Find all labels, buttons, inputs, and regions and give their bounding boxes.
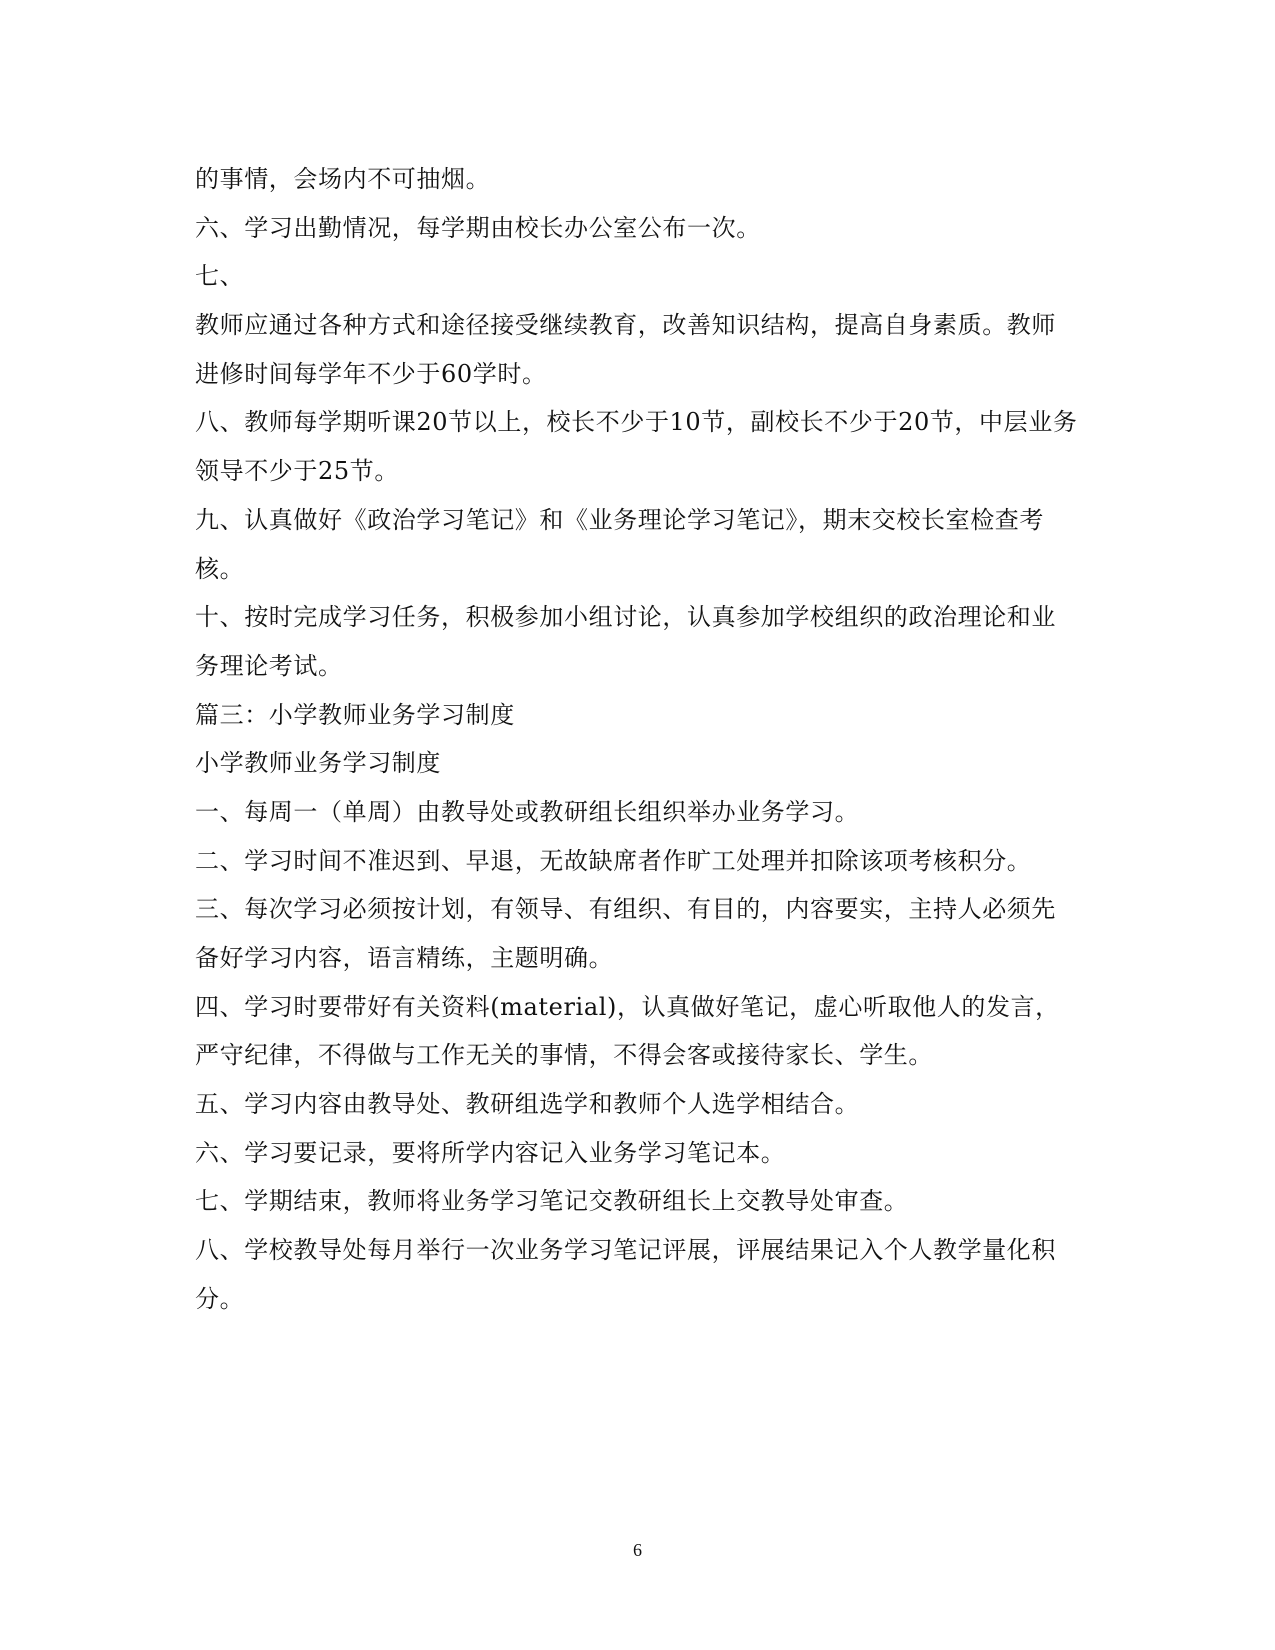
section-title: 小学教师业务学习制度 [195, 749, 441, 778]
text-line: 备好学习内容，语言精练，主题明确。 [195, 944, 614, 972]
text-line: 三、每次学习必须按计划，有领导、有组织、有目的，内容要实，主持人必须先 [195, 895, 1056, 924]
text-line: 六、学习要记录，要将所学内容记入业务学习笔记本。 [195, 1138, 786, 1167]
text-line: 务理论考试。 [195, 651, 343, 680]
text-line: 五、学习内容由教导处、教研组选学和教师个人选学相结合。 [195, 1090, 860, 1119]
text-line: 四、学习时要带好有关资料(material)，认真做好笔记，虚心听取他人的发言， [195, 992, 1060, 1021]
page-number: 6 [633, 1540, 642, 1560]
text-line: 十、按时完成学习任务，积极参加小组讨论，认真参加学校组织的政治理论和业 [195, 603, 1056, 632]
text-line: 七、学期结束，教师将业务学习笔记交教研组长上交教导处审查。 [195, 1187, 909, 1216]
text-line: 二、学习时间不准迟到、早退，无故缺席者作旷工处理并扣除该项考核积分。 [195, 846, 1032, 875]
text-line: 教师应通过各种方式和途径接受继续教育，改善知识结构，提高自身素质。教师 [195, 311, 1056, 340]
text-line: 七、 [195, 262, 245, 291]
text-line: 九、认真做好《政治学习笔记》和《业务理论学习笔记》，期末交校长室检查考 [195, 505, 1044, 534]
text-line: 领导不少于25节。 [195, 457, 399, 486]
text-line: 进修时间每学年不少于60学时。 [195, 359, 547, 388]
text-line: 八、学校教导处每月举行一次业务学习笔记评展，评展结果记入个人教学量化积 [195, 1236, 1056, 1265]
document-body [195, 155, 1078, 1324]
text-line: 六、学习出勤情况，每学期由校长办公室公布一次。 [195, 213, 761, 242]
text-line: 的事情，会场内不可抽烟。 [195, 165, 491, 193]
text-line: 严守纪律，不得做与工作无关的事情，不得会客或接待家长、学生。 [195, 1041, 933, 1070]
text-line: 八、教师每学期听课20节以上，校长不少于10节，副校长不少于20节，中层业务 [195, 408, 1078, 437]
text-line: 核。 [195, 554, 245, 583]
text-line: 分。 [195, 1284, 245, 1313]
text-line: 一、每周一（单周）由教导处或教研组长组织举办业务学习。 [195, 797, 860, 826]
section-heading: 篇三：小学教师业务学习制度 [195, 700, 515, 729]
